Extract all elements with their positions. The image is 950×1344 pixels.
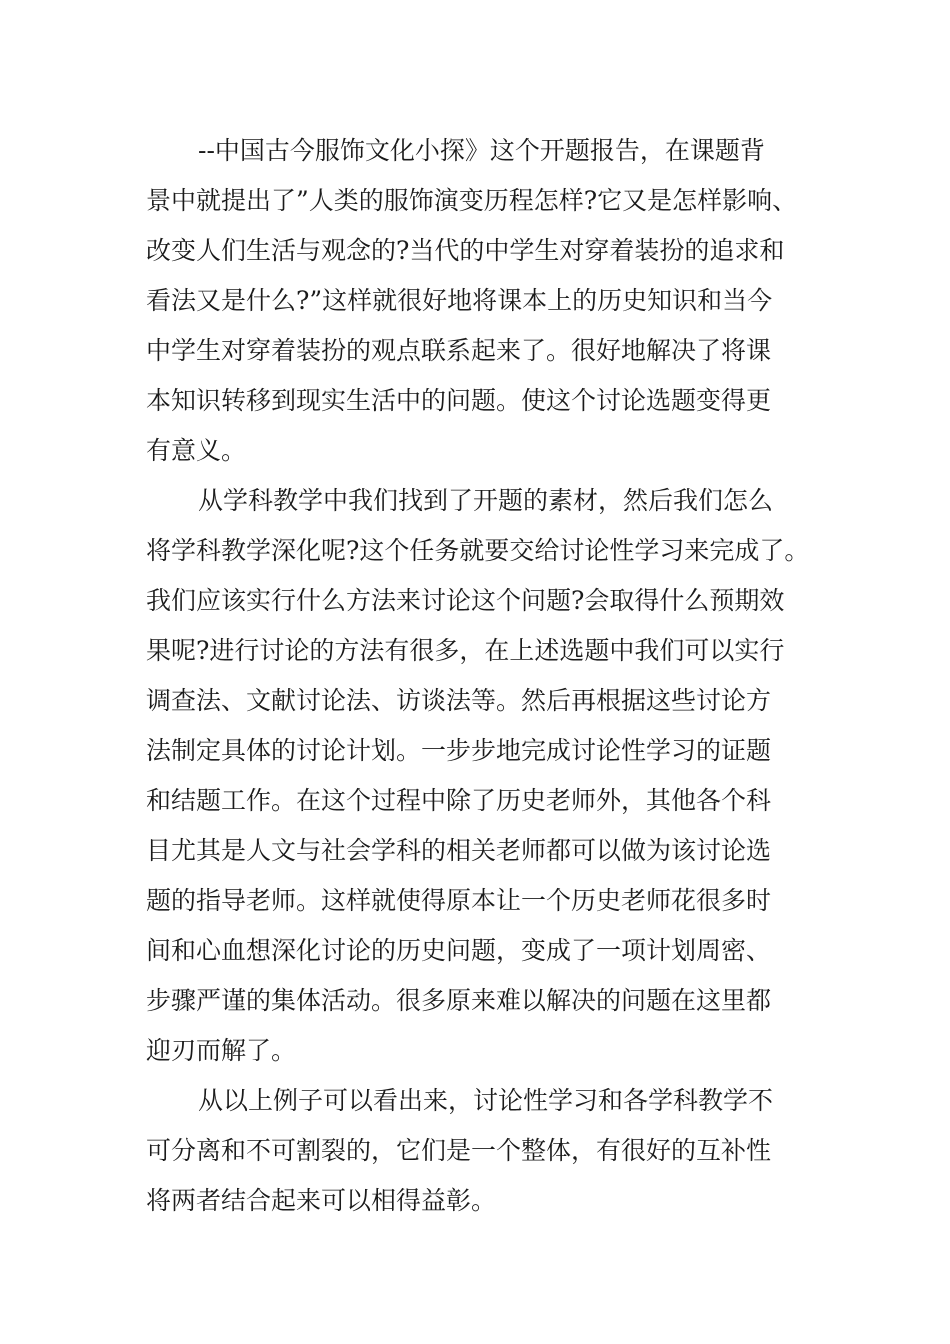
text-line: 将学科教学深化呢?这个任务就要交给讨论性学习来完成了。 xyxy=(146,536,810,565)
text-line: 步骤严谨的集体活动。很多原来难以解决的问题在这里都 xyxy=(146,986,772,1015)
text-line: 本知识转移到现实生活中的问题。使这个讨论选题变得更 xyxy=(146,386,772,415)
text-line: 果呢?进行讨论的方法有很多，在上述选题中我们可以实行 xyxy=(146,636,785,665)
text-line: 可分离和不可割裂的，它们是一个整体，有很好的互补性 xyxy=(146,1136,772,1165)
text-line: 从以上例子可以看出来，讨论性学习和各学科教学不 xyxy=(198,1086,774,1115)
text-line: 和结题工作。在这个过程中除了历史老师外，其他各个科 xyxy=(146,786,772,815)
text-line: 法制定具体的讨论计划。一步步地完成讨论性学习的证题 xyxy=(146,736,772,765)
text-line: 有意义。 xyxy=(146,436,247,465)
text-line: 看法又是什么?”这样就很好地将课本上的历史知识和当今 xyxy=(146,286,773,315)
paragraph-1 xyxy=(146,126,818,476)
text-line: 迎刃而解了。 xyxy=(146,1036,297,1065)
text-line: 将两者结合起来可以相得益彰。 xyxy=(146,1186,497,1215)
text-line: 改变人们生活与观念的?当代的中学生对穿着装扮的追求和 xyxy=(146,236,785,265)
text-line: 目尤其是人文与社会学科的相关老师都可以做为该讨论选 xyxy=(146,836,772,865)
text-line: 我们应该实行什么方法来讨论这个问题?会取得什么预期效 xyxy=(146,586,785,615)
text-line: 题的指导老师。这样就使得原本让一个历史老师花很多时 xyxy=(146,886,772,915)
text-line: 调查法、文献讨论法、访谈法等。然后再根据这些讨论方 xyxy=(146,686,772,715)
text-line: 中学生对穿着装扮的观点联系起来了。很好地解决了将课 xyxy=(146,336,772,365)
document-body xyxy=(146,126,818,1226)
paragraph-2 xyxy=(146,476,818,1076)
text-line: --中国古今服饰文化小探》这个开题报告，在课题背 xyxy=(198,136,765,165)
text-line: 从学科教学中我们找到了开题的素材，然后我们怎么 xyxy=(198,486,774,515)
text-line: 景中就提出了”人类的服饰演变历程怎样?它又是怎样影响、 xyxy=(146,186,798,215)
text-line: 间和心血想深化讨论的历史问题，变成了一项计划周密、 xyxy=(146,936,772,965)
paragraph-3 xyxy=(146,1076,818,1226)
